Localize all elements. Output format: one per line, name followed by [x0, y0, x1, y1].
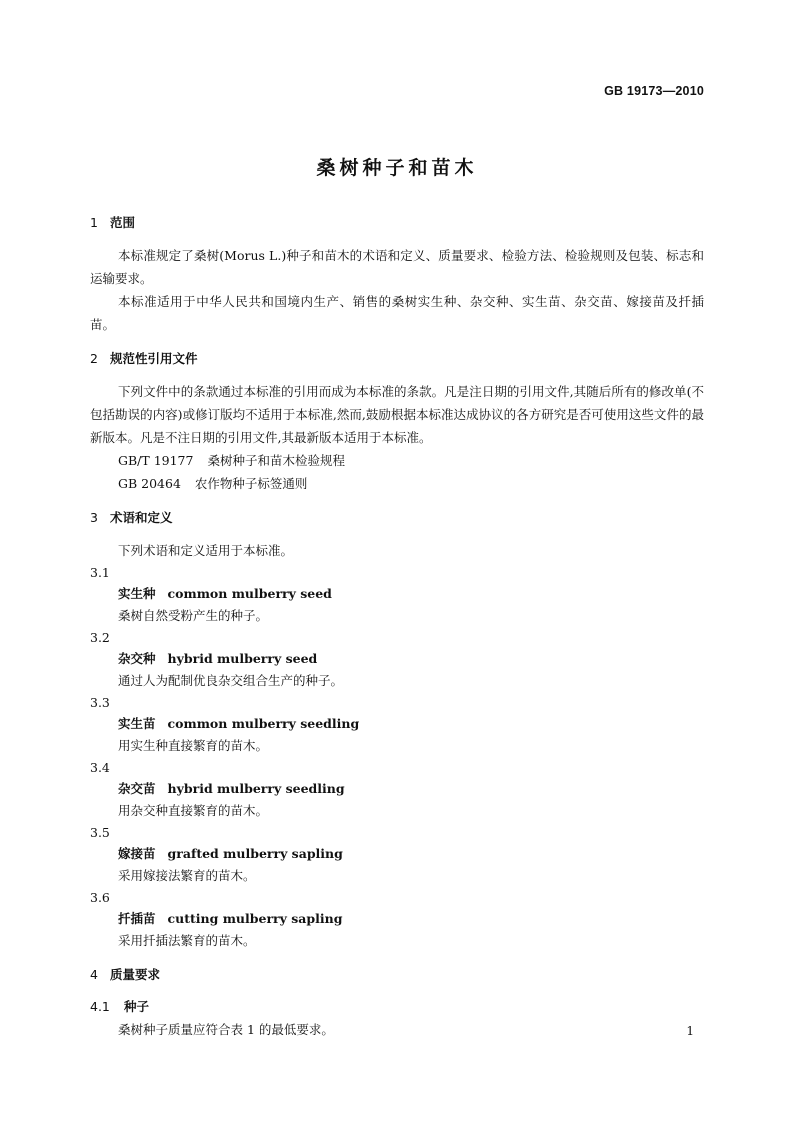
term-cn: 杂交苗: [118, 781, 156, 796]
section-title: 术语和定义: [110, 510, 173, 525]
term-cn: 实生苗: [118, 716, 156, 731]
standard-number: GB 19173—2010: [604, 84, 704, 98]
subsection-number: 4.1: [90, 999, 110, 1014]
term-cn: 扦插苗: [118, 911, 156, 926]
paragraph: 本标准适用于中华人民共和国境内生产、销售的桑树实生种、杂交种、实生苗、杂交苗、嫁接苗及扦插苗。: [90, 294, 704, 332]
section-title: 质量要求: [110, 967, 161, 982]
document-title: 桑树种子和苗木: [316, 157, 478, 179]
term-number: 3.3: [90, 695, 110, 710]
term-en: hybrid mulberry seed: [167, 651, 318, 666]
term-definition: 采用扦插法繁育的苗木。: [118, 933, 256, 948]
paragraph: 下列术语和定义适用于本标准。: [118, 543, 294, 558]
paragraph: 本标准规定了桑树(Morus L.)种子和苗木的术语和定义、质量要求、检验方法、检验规则及包装、标志和运输要求。: [90, 248, 704, 286]
term-entry: [90, 778, 704, 800]
term-cn: 嫁接苗: [118, 846, 156, 861]
subsection-title: 种子: [124, 999, 150, 1014]
subsection-heading-seeds: [90, 996, 704, 1018]
term-en: common mulberry seedling: [167, 716, 360, 731]
reference-title: 桑树种子和苗木检验规程: [207, 453, 345, 468]
section-heading-normative-references: [90, 348, 704, 370]
section-number: 3: [90, 510, 98, 525]
paragraph: 桑树种子质量应符合表 1 的最低要求。: [118, 1022, 334, 1037]
term-definition: 采用嫁接法繁育的苗木。: [118, 868, 256, 883]
term-entry: [90, 843, 704, 865]
term-entry: [90, 583, 704, 605]
section-heading-quality-requirements: [90, 964, 704, 986]
term-en: common mulberry seed: [167, 586, 332, 601]
term-number: 3.1: [90, 565, 110, 580]
reference-code: GB/T 19177: [118, 453, 194, 468]
section-number: 1: [90, 215, 98, 230]
term-cn: 实生种: [118, 586, 156, 601]
section-number: 4: [90, 967, 98, 982]
term-number: 3.2: [90, 630, 110, 645]
term-en: hybrid mulberry seedling: [167, 781, 345, 796]
term-definition: 桑树自然受粉产生的种子。: [118, 608, 269, 623]
section-heading-terms: [90, 507, 704, 529]
section-title: 规范性引用文件: [110, 351, 198, 366]
paragraph: 下列文件中的条款通过本标准的引用而成为本标准的条款。凡是注日期的引用文件,其随后所有的修改单(不包括勘误的内容)或修订版均不适用于本标准,然而,鼓励根据本标准达成协议的各方研究是否可使用这些文件的最新版本。凡是不注日期的引用文件,其最新版本适用于本标准。: [90, 384, 704, 445]
section-number: 2: [90, 351, 98, 366]
reference-title: 农作物种子标签通则: [194, 476, 308, 491]
term-definition: 通过人为配制优良杂交组合生产的种子。: [118, 673, 344, 688]
term-entry: [90, 908, 704, 930]
term-en: cutting mulberry sapling: [167, 911, 343, 926]
reference-item: [90, 472, 704, 495]
term-en: grafted mulberry sapling: [167, 846, 343, 861]
document-body: [90, 212, 704, 1041]
term-definition: 用杂交种直接繁育的苗木。: [118, 803, 269, 818]
term-definition: 用实生种直接繁育的苗木。: [118, 738, 269, 753]
term-entry: [90, 648, 704, 670]
section-heading-scope: [90, 212, 704, 234]
term-cn: 杂交种: [118, 651, 156, 666]
section-title: 范围: [110, 215, 136, 230]
term-number: 3.5: [90, 825, 110, 840]
reference-item: [90, 449, 704, 472]
reference-code: GB 20464: [118, 476, 181, 491]
page-number: 1: [686, 1024, 694, 1038]
term-number: 3.6: [90, 890, 110, 905]
term-number: 3.4: [90, 760, 110, 775]
term-entry: [90, 713, 704, 735]
